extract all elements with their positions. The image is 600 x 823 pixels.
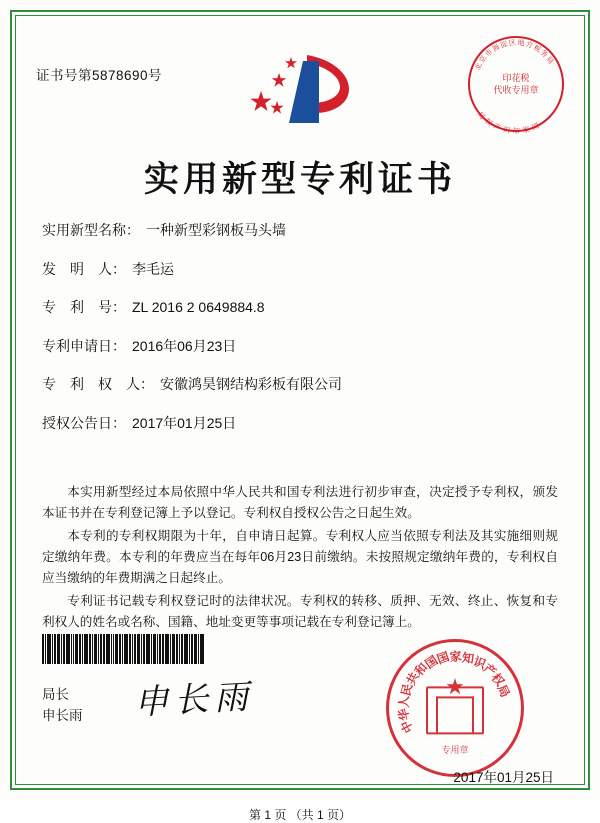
page-footer: 第 1 页 （共 1 页） — [248, 808, 352, 822]
field-label: 发 明 人： — [42, 260, 126, 277]
field-row — [42, 374, 558, 394]
tax-stamp-seal — [468, 36, 564, 136]
seal-star-icon: ★ — [445, 674, 465, 699]
tax-stamp-center-text — [486, 72, 546, 96]
field-list — [42, 220, 558, 451]
field-value: 安徽鸿昊钢结构彩板有限公司 — [160, 376, 342, 392]
field-row — [42, 297, 558, 317]
field-row — [42, 336, 558, 356]
field-value: ZL 2016 2 0649884.8 — [132, 299, 265, 315]
field-value: 李毛运 — [132, 260, 174, 277]
field-row — [42, 220, 558, 240]
official-seal: 中 华 人 民 共 和 国 国 家 知 识 产 权 局 ★ 专用章 — [386, 639, 524, 777]
director-signature: 申长雨 — [133, 676, 256, 724]
barcode — [42, 634, 212, 664]
field-label: 专利申请日： — [42, 337, 126, 354]
field-row — [42, 259, 558, 279]
field-value: 一种新型彩钢板马头墙 — [146, 222, 286, 238]
official-seal-bottom-text: 专用章 — [441, 745, 469, 755]
tax-stamp-center-line2: 代收专用章 — [493, 85, 539, 95]
field-label: 专 利 号： — [42, 299, 126, 315]
field-value: 2016年06月23日 — [132, 337, 237, 354]
field-value: 2017年01月25日 — [132, 414, 237, 431]
tax-stamp-ring-text: 北 京 市 海 淀 区 地 方 税 务 局 国 家 知 识 产 权 局 — [474, 39, 555, 136]
field-row — [42, 413, 558, 433]
director-block — [42, 684, 83, 726]
certificate-number: 证书号第5878690号 — [36, 68, 163, 83]
field-label: 授权公告日： — [42, 414, 126, 431]
director-name: 申长雨 — [42, 708, 83, 723]
legal-paragraph: 专利证书记载专利权登记时的法律状况。专利权的转移、质押、无效、终止、恢复和专利权人的姓名或名称、国籍、地址变更等事项记载在专利登记簿上。 — [42, 594, 558, 629]
legal-text — [42, 482, 558, 635]
legal-paragraph: 本实用新型经过本局依照中华人民共和国专利法进行初步审查，决定授予专利权，颁发本证书并在专利登记簿上予以登记。专利权自授权公告之日起生效。 — [42, 485, 558, 520]
certificate-content — [24, 24, 576, 822]
sipo-logo-icon — [245, 49, 355, 129]
page-title: 实用新型专利证书 — [143, 159, 456, 200]
tax-stamp-center-line1: 印花税 — [502, 73, 530, 83]
director-title: 局长 — [42, 687, 69, 702]
seal-emblem-icon — [426, 686, 484, 734]
field-label: 专 利 权 人： — [42, 376, 154, 392]
field-label: 实用新型名称： — [42, 222, 140, 238]
legal-paragraph: 本专利的专利权期限为十年，自申请日起算。专利权人应当依照专利法及其实施细则规定缴纳年费。本专利的年费应当在每年06月23日前缴纳。未按照规定缴纳年费的，专利权自应当缴纳的年费期满之日起终止。 — [42, 529, 558, 585]
issue-date: 2017年01月25日 — [453, 770, 554, 785]
